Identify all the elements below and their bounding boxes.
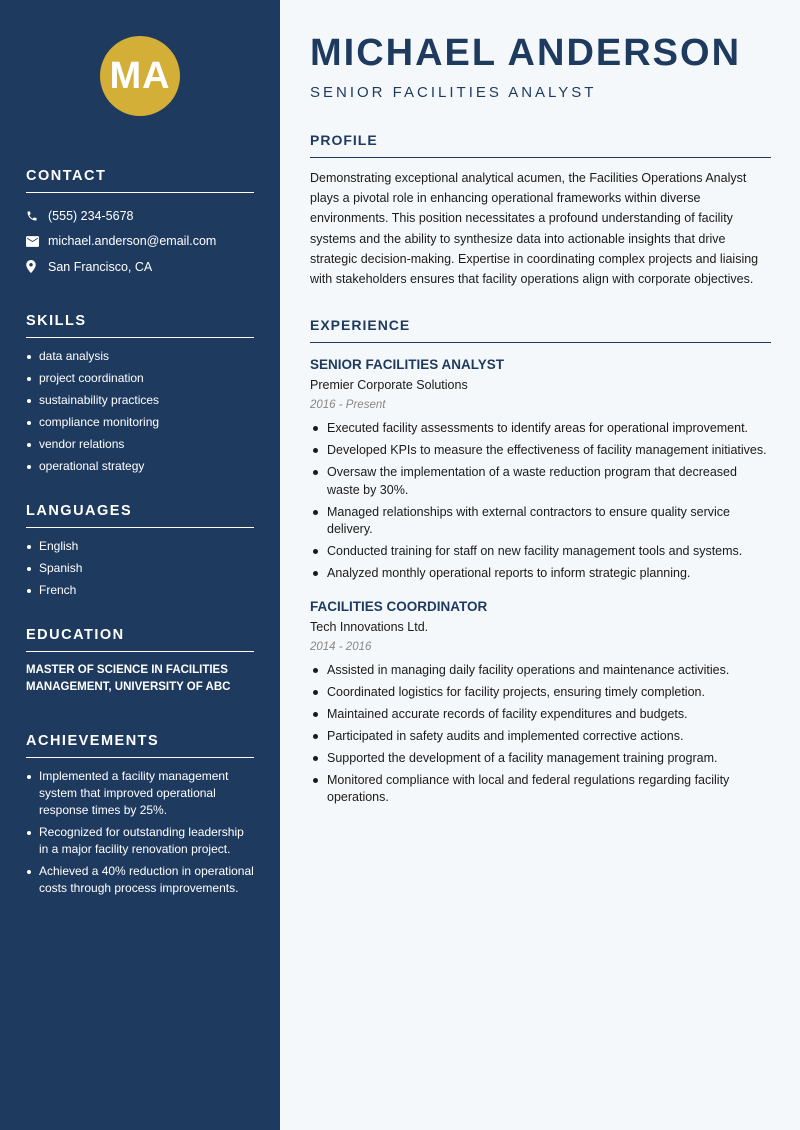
job-title: SENIOR FACILITIES ANALYST (310, 357, 505, 373)
sidebar (0, 0, 280, 1130)
education-degree: MASTER OF SCIENCE IN FACILITIES MANAGEMENT, UNIVERSITY OF ABC (26, 663, 231, 693)
achievements-section (26, 733, 254, 897)
profile-section (310, 132, 771, 289)
job-bullet: Coordinated logistics for facility projects, ensuring timely completion. (310, 684, 771, 702)
job-bullet: Monitored compliance with local and federal regulations regarding facility operations. (310, 772, 771, 807)
skill-item: compliance monitoring (26, 414, 254, 431)
skill-item: vendor relations (26, 436, 254, 453)
contact-location (26, 254, 254, 280)
contact-list (26, 203, 254, 280)
languages-section (26, 503, 254, 599)
job-entry (310, 357, 771, 583)
contact-email (26, 229, 254, 255)
email-text: michael.anderson@email.com (48, 234, 217, 249)
language-item: Spanish (26, 560, 254, 577)
job-dates: 2016 - Present (310, 399, 386, 412)
job-entry (310, 599, 771, 807)
contact-phone (26, 203, 254, 229)
job-bullet: Oversaw the implementation of a waste reduction program that decreased waste by 30%. (310, 464, 771, 499)
phone-text: (555) 234-5678 (48, 208, 134, 223)
job-company: Premier Corporate Solutions (310, 378, 468, 393)
skill-item: sustainability practices (26, 392, 254, 409)
skill-item: project coordination (26, 370, 254, 387)
job-bullet: Assisted in managing daily facility operations and maintenance activities. (310, 662, 771, 680)
education-heading: EDUCATION (26, 627, 254, 652)
job-bullet: Developed KPIs to measure the effectiveness of facility management initiatives. (310, 442, 771, 460)
job-bullets (310, 420, 771, 583)
education-section (26, 627, 254, 696)
email-icon (26, 236, 48, 247)
experience-heading: EXPERIENCE (310, 317, 771, 343)
job-bullet: Maintained accurate records of facility expenditures and budgets. (310, 706, 771, 724)
language-item: French (26, 582, 254, 599)
languages-heading: LANGUAGES (26, 503, 254, 528)
profile-heading: PROFILE (310, 132, 771, 158)
job-bullet: Managed relationships with external contractors to ensure quality service delivery. (310, 504, 771, 539)
experience-section (310, 317, 771, 807)
main-content (280, 0, 800, 1130)
candidate-title: SENIOR FACILITIES ANALYST (310, 84, 597, 101)
languages-list (26, 538, 254, 599)
job-title: FACILITIES COORDINATOR (310, 598, 488, 614)
skill-item: operational strategy (26, 458, 254, 475)
contact-section (26, 168, 254, 280)
location-text: San Francisco, CA (48, 259, 153, 274)
job-company: Tech Innovations Ltd. (310, 619, 429, 634)
skills-list (26, 348, 254, 475)
skill-item: data analysis (26, 348, 254, 365)
achievements-list (26, 768, 254, 897)
job-bullets (310, 662, 771, 807)
job-bullet: Conducted training for staff on new facility management tools and systems. (310, 543, 771, 561)
skills-section (26, 313, 254, 475)
profile-text: Demonstrating exceptional analytical acumen, the Facilities Operations Analyst plays a pivotal role in enhancing operational frameworks within diverse environments. This position necessitates a profound understanding of facility systems and the ability to synthesize data into actionable insights that drive strategic decision-making. Expertise in coordinating complex projects and liaising with stakeholders ensures that facility operations align with corporate objectives. (310, 171, 759, 287)
achievement-item: Recognized for outstanding leadership in a major facility renovation project. (26, 824, 254, 858)
skills-heading: SKILLS (26, 313, 254, 338)
avatar: MA (100, 36, 180, 116)
job-dates: 2014 - 2016 (310, 640, 372, 653)
achievement-item: Implemented a facility management system that improved operational response times by 25%. (26, 768, 254, 819)
contact-heading: CONTACT (26, 168, 254, 193)
job-bullet: Executed facility assessments to identify areas for operational improvement. (310, 420, 771, 438)
location-pin-icon (26, 260, 48, 273)
achievement-item: Achieved a 40% reduction in operational costs through process improvements. (26, 863, 254, 897)
job-bullet: Participated in safety audits and implemented corrective actions. (310, 728, 771, 746)
job-bullet: Supported the development of a facility management training program. (310, 750, 771, 768)
phone-icon (26, 210, 48, 222)
job-bullet: Analyzed monthly operational reports to inform strategic planning. (310, 565, 771, 583)
candidate-name: MICHAEL ANDERSON (310, 32, 742, 74)
language-item: English (26, 538, 254, 555)
achievements-heading: ACHIEVEMENTS (26, 733, 254, 758)
